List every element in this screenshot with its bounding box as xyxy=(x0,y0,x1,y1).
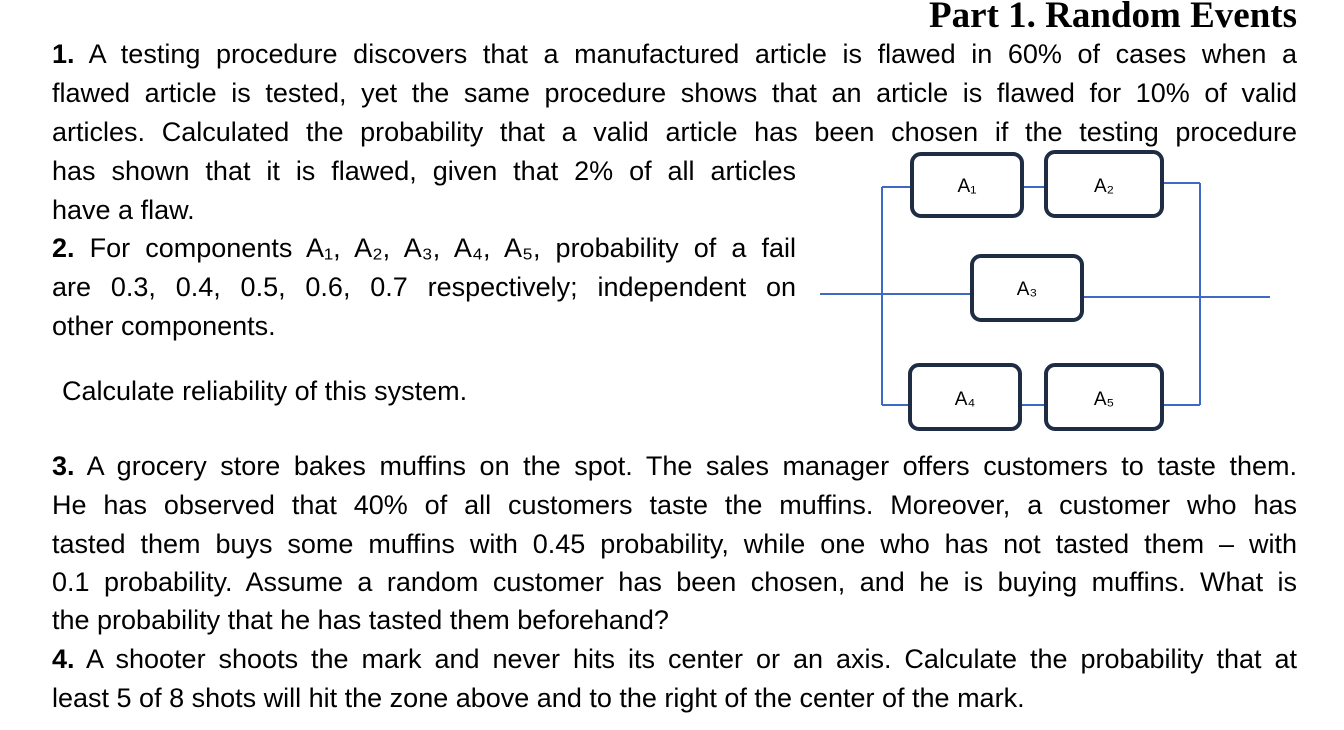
problem-4-line-1 xyxy=(52,643,1297,675)
problem-3-text-1: A grocery store bakes muffins on the spot. The sales manager offers customers to taste them. xyxy=(86,451,1297,481)
problem-4-text-1: A shooter shoots the mark and never hits its center or an axis. Calculate the probability that at xyxy=(86,644,1297,674)
component-a1-label: A₁ xyxy=(957,176,977,197)
component-a4-label: A₄ xyxy=(954,389,976,410)
problem-3-line-2: He has observed that 40% of all customers taste the muffins. Moreover, a customer who has xyxy=(52,490,1297,520)
problem-1-line-2: flawed article is tested, yet the same procedure shows that an article is flawed for 10% of valid xyxy=(52,78,1297,108)
problem-3-line-1 xyxy=(52,450,1297,482)
problem-1-line-3: articles. Calculated the probability that a valid article has been chosen if the testing procedure xyxy=(52,117,1297,147)
component-a2-label: A₂ xyxy=(1093,176,1115,197)
component-a5-label: A₅ xyxy=(1093,389,1115,410)
problem-2-line-2: are 0.3, 0.4, 0.5, 0.6, 0.7 respectively; independent on xyxy=(52,272,796,302)
problem-2-line-3: other components. xyxy=(52,311,276,341)
problem-1-text-1: A testing procedure discovers that a manufactured article is flawed in 60% of cases when a xyxy=(88,39,1298,69)
problem-4-number: 4. xyxy=(52,644,75,674)
problem-2-number: 2. xyxy=(52,233,75,263)
component-a1 xyxy=(912,154,1022,216)
problem-4-line-2: least 5 of 8 shots will hit the zone above and to the right of the center of the mark. xyxy=(52,683,1025,713)
component-a3-label: A₃ xyxy=(1016,279,1038,300)
problem-1-line-4: has shown that it is flawed, given that 2% of all articles xyxy=(52,156,796,186)
problem-1-line-5: have a flaw. xyxy=(52,195,195,225)
problem-3-line-5: the probability that he has tasted them beforehand? xyxy=(52,605,669,635)
component-a5 xyxy=(1046,365,1162,429)
problem-2-text-1: For components A₁, A₂, A₃, A₄, A₅, probability of a fail xyxy=(89,233,796,263)
problem-3-line-3: tasted them buys some muffins with 0.45 probability, while one who has not tasted them – with xyxy=(52,529,1297,559)
component-a3 xyxy=(972,256,1082,320)
problem-2-question: Calculate reliability of this system. xyxy=(62,376,468,406)
problem-3-line-4: 0.1 probability. Assume a random customer has been chosen, and he is buying muffins. What is xyxy=(52,567,1297,597)
page-title: Part 1. Random Events xyxy=(929,0,1297,36)
component-a4 xyxy=(910,365,1020,429)
component-a2 xyxy=(1046,152,1162,216)
problem-1-number: 1. xyxy=(52,39,75,69)
problem-3-number: 3. xyxy=(52,451,75,481)
